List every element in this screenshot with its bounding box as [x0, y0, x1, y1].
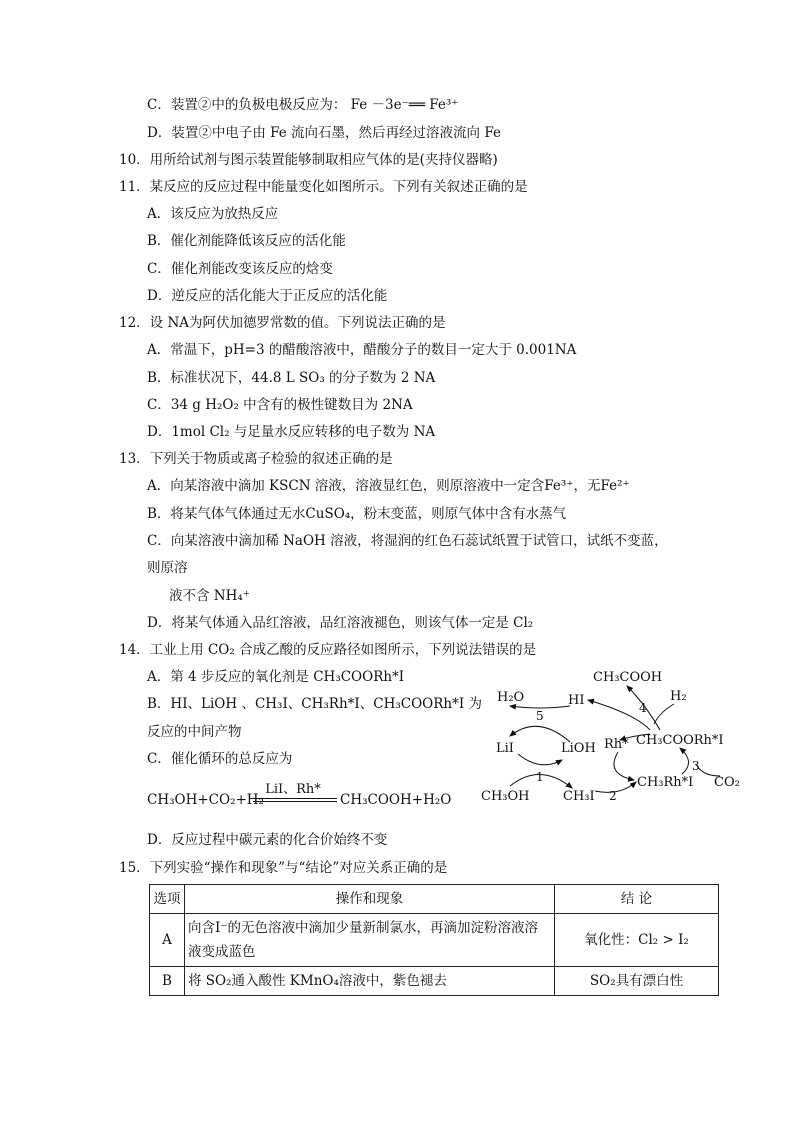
q12-option-b: B．标准状况下，44.8 L SO₃ 的分子数为 2 NA [147, 370, 436, 386]
step-4-label: 4 [639, 701, 647, 715]
q13-option-b: B．将某气体气体通过无水CuSO₄，粉末变蓝，则原气体中含有水蒸气 [147, 506, 567, 522]
q12-option-d: D．1mol Cl₂ 与足量水反应转移的电子数为 NA [147, 424, 436, 440]
question-11: 11．某反应的反应过程中能量变化如图所示。下列有关叙述正确的是 [119, 179, 528, 195]
q13-option-a: A．向某溶液中滴加 KSCN 溶液，溶液显红色，则原溶液中一定含Fe³⁺，无Fe²⁺ [147, 478, 630, 494]
step-3-arrow [680, 748, 689, 774]
total-reaction-catalyst [253, 782, 337, 802]
q11-option-c: C．催化剂能改变该反应的焓变 [147, 261, 333, 277]
lii-label: LiI [496, 741, 514, 756]
catalytic-cycle-diagram [470, 664, 760, 814]
row-a-operation-line1: 向含I⁻的无色溶液中滴加少量新制氯水，再滴加淀粉溶液溶 [188, 920, 538, 936]
header-option: 选项 [150, 885, 185, 914]
q13-option-c: C．向某溶液中滴加稀 NaOH 溶液，将湿润的红色石蕊试纸置于试管口，试纸不变蓝， [147, 533, 668, 549]
question-10: 10．用所给试剂与图示装置能够制取相应气体的是(夹持仪器略) [119, 152, 498, 168]
table-row [150, 967, 719, 996]
total-reaction-left: CH₃OH+CO₂+H₂ [147, 792, 264, 808]
rh-catalyst-label: Rh* [604, 737, 629, 752]
table-header-row [150, 885, 719, 914]
q11-option-a: A．该反应为放热反应 [147, 206, 279, 222]
equal-bar-bottom [253, 801, 337, 802]
ch3oh-label: CH₃OH [481, 789, 530, 804]
equal-bar-top [253, 798, 337, 799]
step-1-arrow-to-lioh [518, 754, 562, 765]
co2-label: CO₂ [714, 775, 740, 790]
hi-label: HI [568, 693, 585, 708]
q14-option-b-cont: 反应的中间产物 [147, 724, 242, 740]
q9-option-c: C．装置②中的负极电极反应为： Fe －3e⁻══ Fe³⁺ [147, 97, 459, 113]
question-12: 12．设 NA为阿伏加德罗常数的值。下列说法正确的是 [119, 315, 446, 331]
q14-option-b: B．HI、LiOH 、CH₃I、CH₃Rh*I、CH₃COORh*I 为 [147, 696, 482, 712]
step-5-arrow-to-lii [510, 726, 570, 742]
row-b-option: B [150, 967, 185, 996]
q12-option-c: C．34 g H₂O₂ 中含有的极性键数目为 2NA [147, 397, 413, 413]
catalyst-label: LiI、Rh* [265, 782, 321, 797]
question-15: 15．下列实验“操作和现象”与“结论”对应关系正确的是 [119, 860, 448, 876]
step-5-arrow-to-h2o [510, 706, 570, 708]
row-b-operation: 将 SO₂通入酸性 KMnO₄溶液中，紫色褪去 [185, 967, 555, 996]
ch3i-label: CH₃I [563, 789, 595, 804]
row-a-option: A [150, 914, 185, 967]
table-row [150, 914, 719, 967]
h2-input-arrow [654, 704, 674, 724]
ch3coorhi-label: CH₃COORh*I [636, 733, 724, 748]
row-a-operation-line2: 液变成蓝色 [188, 944, 256, 960]
q14-option-c: C．催化循环的总反应为 [147, 751, 293, 767]
q12-option-a: A．常温下，pH=3 的醋酸溶液中，醋酸分子的数目一定大于 0.001NA [147, 342, 577, 358]
total-reaction-right: CH₃COOH+H₂O [340, 792, 452, 808]
q13-option-c-cont: 则原溶 [147, 560, 188, 576]
header-conclusion: 结 论 [555, 885, 719, 914]
ch3cooh-label: CH₃COOH [593, 670, 663, 685]
row-a-conclusion: 氧化性：Cl₂ > I₂ [555, 914, 719, 967]
step-2-label: 2 [609, 789, 617, 803]
q13-option-d: D．将某气体通入品红溶液，品红溶液褪色，则该气体一定是 Cl₂ [147, 615, 534, 631]
step-3-label: 3 [692, 759, 700, 773]
ch3rhi-label: CH₃Rh*I [637, 775, 694, 790]
question-14: 14．工业上用 CO₂ 合成乙酸的反应路径如图所示，下列说法错误的是 [119, 642, 537, 658]
step-5-label: 5 [536, 709, 544, 723]
rh-to-ch3rhi-arrow [614, 752, 634, 780]
row-a-operation [185, 914, 555, 967]
q13-option-c-cont2: 液不含 NH₄⁺ [169, 588, 250, 604]
q11-option-b: B．催化剂能降低该反应的活化能 [147, 233, 346, 249]
experiment-table [149, 884, 719, 996]
h2o-label: H₂O [497, 690, 525, 705]
lioh-label: LiOH [561, 741, 596, 756]
q11-option-d: D．逆反应的活化能大于正反应的活化能 [147, 288, 388, 304]
question-13: 13．下列关于物质或离子检验的叙述正确的是 [119, 451, 393, 467]
q14-option-d: D．反应过程中碳元素的化合价始终不变 [147, 832, 388, 848]
step-1-label: 1 [536, 770, 544, 784]
h2-label: H₂ [670, 689, 687, 704]
header-operation: 操作和现象 [185, 885, 555, 914]
row-b-conclusion: SO₂具有漂白性 [555, 967, 719, 996]
q9-option-d: D．装置②中电子由 Fe 流向石墨，然后再经过溶液流向 Fe [147, 125, 501, 141]
q14-option-a: A．第 4 步反应的氧化剂是 CH₃COORh*I [147, 669, 405, 685]
